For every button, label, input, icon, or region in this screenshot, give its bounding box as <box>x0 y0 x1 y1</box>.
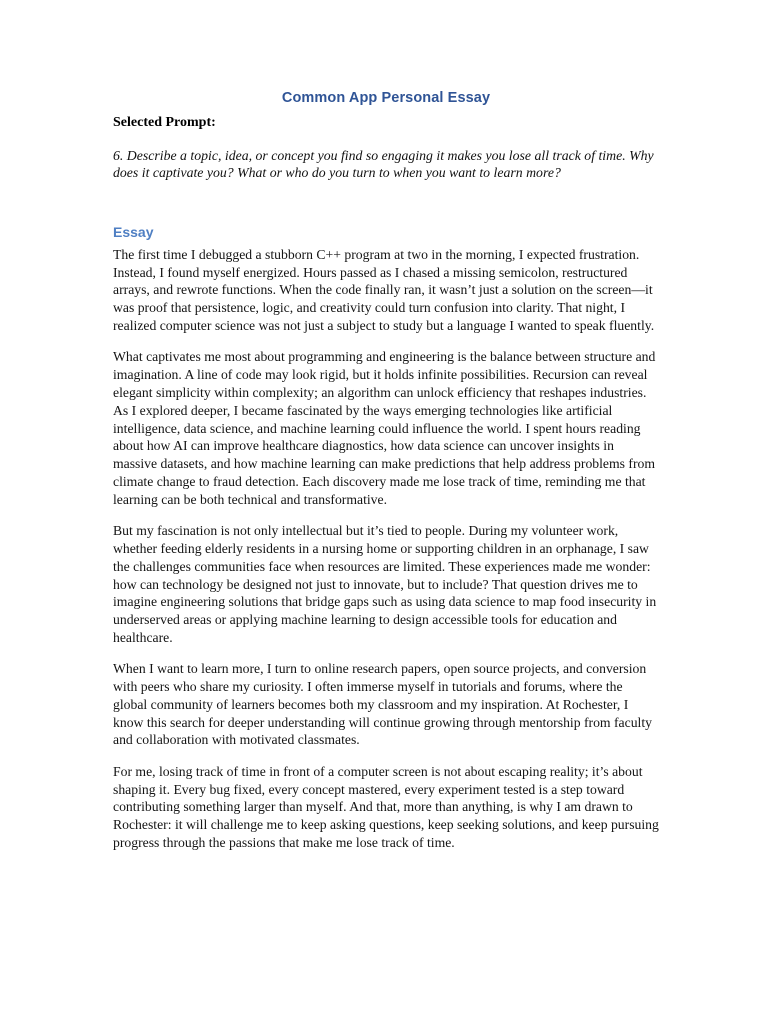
essay-paragraph-4: When I want to learn more, I turn to online research papers, open source projects, and conversion with peers who share my curiosity. I often immerse myself in tutorials and forums, where the global community of learners becomes both my classroom and my inspiration. At Rochester, I know this search for deeper understanding will continue growing through mentorship from faculty and collaboration with motivated classmates. <box>113 661 653 748</box>
essay-paragraph-5: For me, losing track of time in front of a computer screen is not about escaping reality; it’s about shaping it. Every bug fixed, every concept mastered, every experiment tested is a step toward contributing something larger than myself. And that, more than anything, is why I am drawn to Rochester: it will challenge me to keep asking questions, keep seeking solutions, and keep pursuing progress through the passions that make me lose track of time. <box>113 763 659 851</box>
essay-heading: Essay <box>113 223 154 240</box>
document-content <box>113 88 659 852</box>
essay-body <box>113 246 659 852</box>
prompt-text: 6. Describe a topic, idea, or concept you find so engaging it makes you lose all track of time. Why does it captivate you? What or who do you turn to when you want to learn more? <box>113 147 654 181</box>
essay-paragraph-3: But my fascination is not only intellectual but it’s tied to people. During my volunteer work, whether feeding elderly residents in a nursing home or supporting children in an orphanage, I saw the challenges communities face when resources are limited. These experiences made me wonder: how can technology be designed not just to innovate, but to include? That question drives me to imagine engineering solutions that bridge gaps such as using data science to map food insecurity in underserved areas or applying machine learning to design accessible tools for education and healthcare. <box>113 523 657 645</box>
selected-prompt-label: Selected Prompt: <box>113 115 216 130</box>
essay-paragraph-1: The first time I debugged a stubborn C++ program at two in the morning, I expected frustration. Instead, I found myself energized. Hours passed as I chased a missing semicolon, restructured arrays, and rewrote functions. When the code finally ran, it wasn’t just a solution on the screen—it was proof that persistence, logic, and creativity could turn confusion into clarity. That night, I realized computer science was not just a subject to study but a language I wanted to speak fluently. <box>113 246 655 333</box>
essay-paragraph-2: What captivates me most about programming and engineering is the balance between structure and imagination. A line of code may look rigid, but it holds infinite possibilities. Recursion can reveal elegant simplicity within complexity; an algorithm can unlock efficiency that reshapes industries. As I explored deeper, I became fascinated by the ways emerging technologies like artificial intelligence, data science, and machine learning could influence the world. I spent hours reading about how AI can improve healthcare diagnostics, how data science can uncover insights in massive datasets, and how machine learning can make predictions that help address problems from climate change to fraud detection. Each discovery made me lose track of time, reminding me that learning can be both technical and transformative. <box>113 349 656 507</box>
document-title: Common App Personal Essay <box>281 90 491 106</box>
